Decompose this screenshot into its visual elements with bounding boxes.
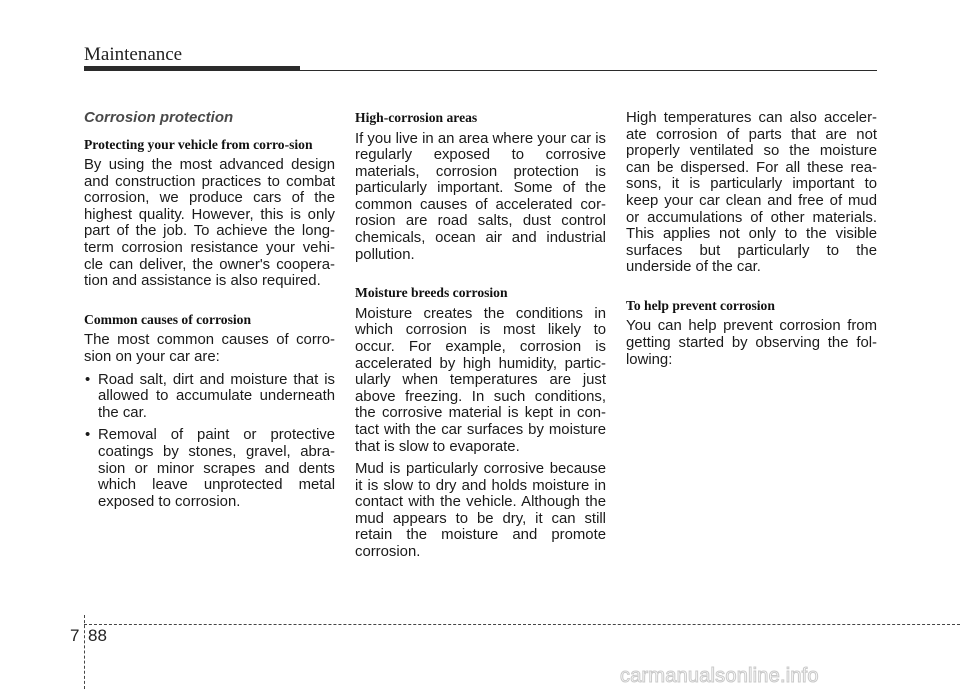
spacer bbox=[84, 296, 335, 312]
paragraph-help-prevent-corrosion: You can help prevent corrosion from getting started by observing the fol-lowing: bbox=[626, 318, 877, 368]
heading-help-prevent-corrosion: To help prevent corrosion bbox=[626, 297, 775, 313]
list-item-text: Removal of paint or protective coatings by stones, gravel, abra-sion or minor scrapes and dents which leave unprotected metal exposed to corrosion. bbox=[98, 427, 335, 510]
paragraph-protecting-vehicle: By using the most advanced design and construction practices to combat corrosion, we produce cars of the highest quality. However, this is only part of the job. To achieve the long-term corrosion resistance your vehi-cle can deliver, the owner's coopera-tion and assistance is also required. bbox=[84, 157, 335, 290]
watermark: carmanualsonline.info bbox=[620, 665, 819, 687]
footer-divider bbox=[84, 615, 85, 689]
column-2 bbox=[355, 110, 606, 567]
footer-rule bbox=[84, 624, 960, 625]
list-item-text: Road salt, dirt and moisture that is allowed to accumulate underneath the car. bbox=[98, 371, 335, 421]
paragraph-high-temperatures: High temperatures can also acceler-ate corrosion of parts that are not properly ventilated so the moisture can be dispersed. For all these rea-sons, it is particularly important to keep your car clean and free of mud or accumulations of other materials. This applies not only to the visible surfaces but particularly to the underside of the car. bbox=[626, 110, 877, 276]
page-number: 88 bbox=[88, 626, 107, 645]
chapter-number: 7 bbox=[70, 626, 80, 645]
spacer bbox=[355, 269, 606, 285]
heading-protecting-vehicle: Protecting your vehicle from corro-sion bbox=[84, 136, 313, 152]
column-1 bbox=[84, 110, 335, 516]
paragraph-moisture-conditions: Moisture creates the conditions in which corrosion is most likely to occur. For example, corrosion is accelerated by high humidity, partic-ularly when temperatures are just above freezing. In such conditions, the corrosive material is kept in con-tact with the car surfaces by moisture that is slow to evaporate. bbox=[355, 305, 606, 455]
bullet-icon: • bbox=[85, 371, 91, 388]
column-3 bbox=[626, 110, 877, 374]
list-item bbox=[84, 427, 335, 510]
list-item bbox=[84, 372, 335, 422]
header-rule-thick bbox=[84, 66, 300, 71]
paragraph-mud-corrosive: Mud is particularly corrosive because it is slow to dry and holds moisture in contact with the vehicle. Although the mud appears to be dry, it can still retain the moisture and promote corrosion. bbox=[355, 461, 606, 561]
bullet-icon: • bbox=[85, 427, 91, 444]
section-title: Maintenance bbox=[84, 44, 183, 65]
subhead-corrosion-protection: Corrosion protection bbox=[84, 109, 234, 126]
spacer bbox=[626, 282, 877, 298]
paragraph-common-causes: The most common causes of corro-sion on your car are: bbox=[84, 332, 335, 365]
paragraph-high-corrosion-areas: If you live in an area where your car is regularly exposed to corrosive materials, corrosion protection is particularly important. Some of the common causes of accelerated cor-rosion are road salts, dust control chemicals, ocean air and industrial pollution. bbox=[355, 130, 606, 263]
heading-moisture-breeds-corrosion: Moisture breeds corrosion bbox=[355, 285, 508, 301]
causes-list bbox=[84, 372, 335, 511]
heading-common-causes: Common causes of corrosion bbox=[84, 311, 252, 327]
heading-high-corrosion-areas: High-corrosion areas bbox=[355, 110, 478, 125]
header-rule-thin bbox=[300, 70, 877, 71]
